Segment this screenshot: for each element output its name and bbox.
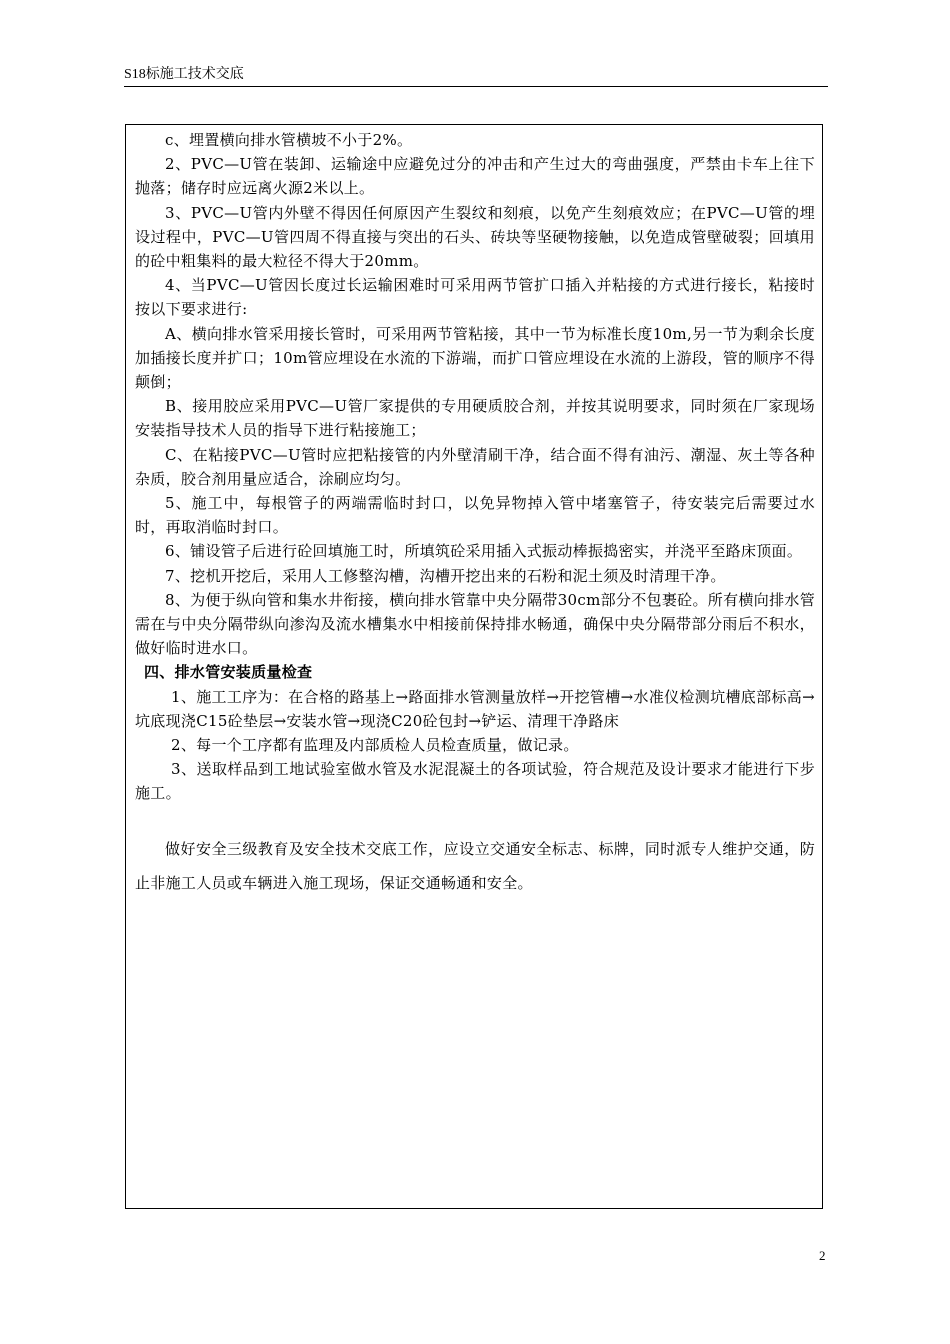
paragraph: 3、PVC—U管内外壁不得因任何原因产生裂纹和刻痕，以免产生刻痕效应；在PVC—U管的埋设过程中，PVC—U管四周不得直接与突出的石头、砖块等坚硬物接触，以免造成管壁破裂；回填用的砼中粗集料的最大粒径不得大于20mm。 [135, 203, 815, 271]
paragraph: C、在粘接PVC—U管时应把粘接管的内外壁清刷干净，结合面不得有油污、潮湿、灰土等各种杂质，胶合剂用量应适合，涂刷应均匀。 [135, 445, 815, 488]
paragraph: 4、当PVC—U管因长度过长运输困难时可采用两节管扩口插入并粘接的方式进行接长，粘接时按以下要求进行: [135, 276, 815, 319]
paragraph: 7、挖机开挖后，采用人工修整沟槽，沟槽开挖出来的石粉和泥土须及时清理干净。 [165, 566, 726, 585]
page-header [124, 64, 828, 87]
section-item: 1、施工工序为：在合格的路基上→路面排水管测量放样→开挖管槽→水准仪检测坑槽底部标高→坑底现浇C15砼垫层→安装水管→现浇C20砼包封→铲运、清理干净路床 [135, 687, 815, 730]
document-header-title: S18标施工技术交底 [124, 67, 244, 82]
paragraph: 8、为便于纵向管和集水井衔接，横向排水管靠中央分隔带30cm部分不包裹砼。所有横向排水管需在与中央分隔带纵向渗沟及流水槽集水中相接前保持排水畅通，确保中央分隔带部分雨后不积水，做好临时进水口。 [135, 590, 815, 658]
section-item: 2、每一个工序都有监理及内部质检人员检查质量，做记录。 [171, 736, 579, 755]
paragraph: A、横向排水管采用接长管时，可采用两节管粘接，其中一节为标准长度10m,另一节为剩余长度加插接长度并扩口；10m管应埋设在水流的下游端，而扩口管应埋设在水流的上游段，管的顺序不得颠倒； [135, 324, 815, 392]
section-item: 3、送取样品到工地试验室做水管及水泥混凝土的各项试验，符合规范及设计要求才能进行下步施工。 [135, 760, 815, 803]
paragraph: 2、PVC—U管在装卸、运输途中应避免过分的冲击和产生过大的弯曲强度，严禁由卡车上往下抛落；储存时应远离火源2米以上。 [135, 155, 815, 198]
document-body [135, 128, 815, 900]
safety-paragraph: 做好安全三级教育及安全技术交底工作，应设立交通安全标志、标牌，同时派专人维护交通，防止非施工人员或车辆进入施工现场，保证交通畅通和安全。 [135, 839, 815, 892]
spacer [135, 806, 815, 832]
paragraph: c、埋置横向排水管横坡不小于2%。 [165, 131, 413, 149]
paragraph: B、接用胶应采用PVC—U管厂家提供的专用硬质胶合剂，并按其说明要求，同时须在厂家现场安装指导技术人员的指导下进行粘接施工； [135, 397, 815, 440]
page-number: 2 [819, 1248, 826, 1263]
paragraph: 5、施工中，每根管子的两端需临时封口，以免异物掉入管中堵塞管子，待安装完后需要过水时，再取消临时封口。 [135, 494, 815, 537]
section-heading: 四、排水管安装质量检查 [144, 663, 313, 682]
paragraph: 6、铺设管子后进行砼回填施工时，所填筑砼采用插入式振动棒振捣密实，并浇平至路床顶面。 [165, 542, 803, 561]
